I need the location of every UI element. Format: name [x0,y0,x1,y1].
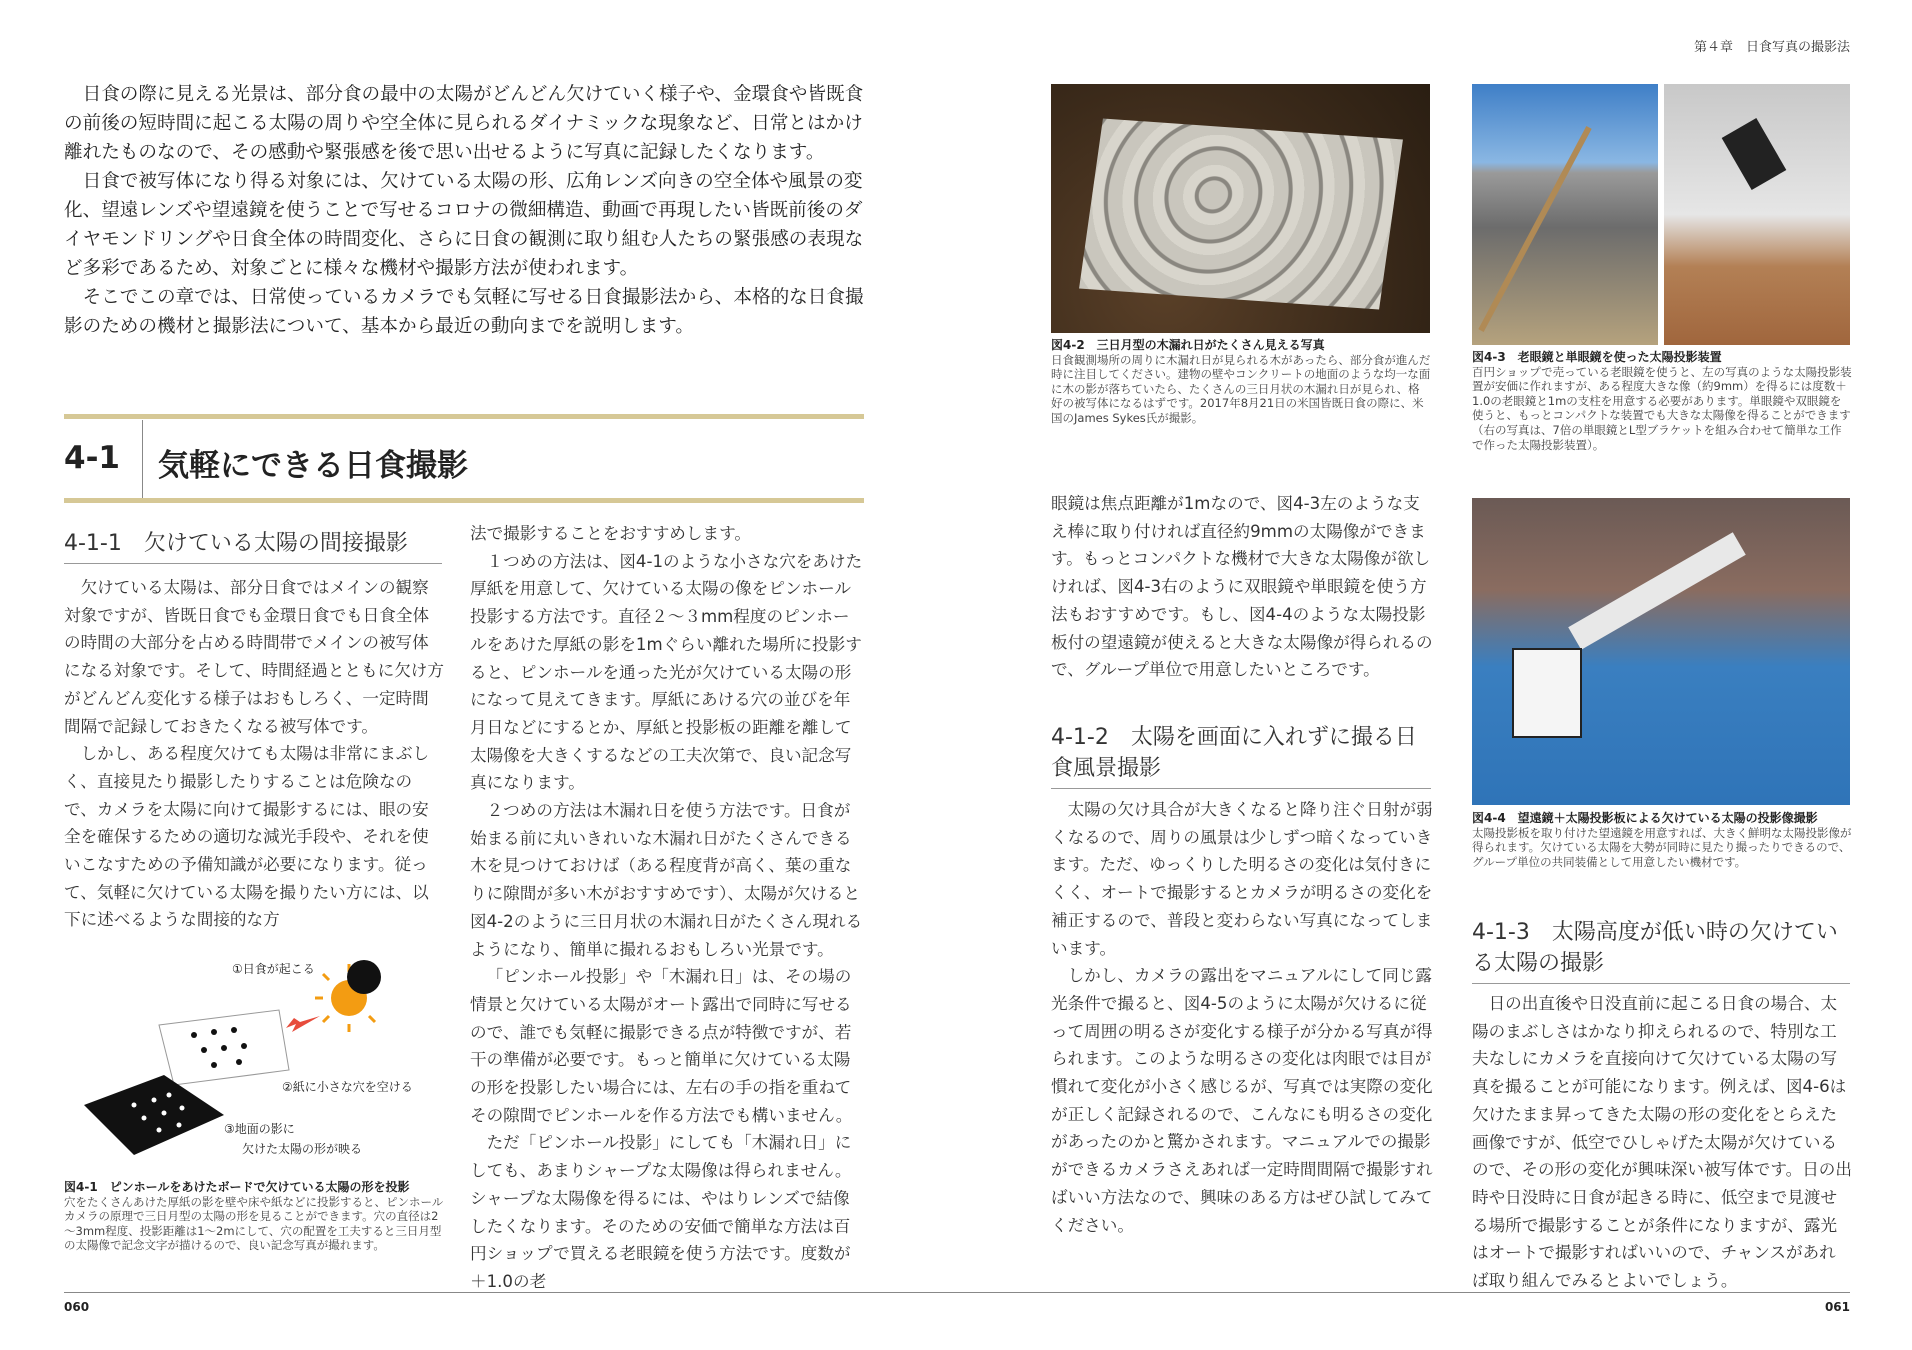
paragraph: しかし、カメラの露出をマニュアルにして同じ露光条件で撮ると、図4-5のように太陽が欠けるに従って周囲の明るさが変化する様子が分かる写真が得られます。このような明るさの変化は肉眼では目が慣れて変化が小さく感じるが、写真では実際の変化が正しく記録されるので、こんなにも明るさの変化があったのかと驚かされます。マニュアルでの撮影ができるカメラさえあれば一定時間間隔で撮影すればいい方法なので、興味のある方はぜひ試してみてください。 [1051,966,1433,1235]
heading-4-1-1: 4-1-1 欠けている太陽の間接撮影 [64,528,442,564]
paragraph: １つめの方法は、図4-1のような小さな穴をあけた厚紙を用意して、欠けている太陽の像をピンホール投影する方法です。直径２～３mm程度のピンホールをあけた厚紙の影を1mぐらい離れた場所に投影すると、ピンホールを通った光が欠けている太陽の形になって見えてきます。厚紙にあける穴の並びを年月日などにするとか、厚紙と投影板の距離を離して太陽像を大きくするなどの工夫次第で、良い記念写真になります。 [470,551,863,793]
column-3-top [1051,490,1433,684]
figure-4-3-photo-left [1472,84,1658,345]
telescope [1568,532,1746,650]
page-number-right: 061 [1824,1300,1850,1314]
section-divider [142,420,143,498]
intro-paragraph: 日食の際に見える光景は、部分食の最中の太陽がどんどん欠けていく様子や、金環食や皆既食の前後の短時間に起こる太陽の周りや空全体に見られるダイナミックな現象など、日常とはかけ離れたものなので、その感動や緊張感を後で思い出せるように写真に記録したくなります。 [64,84,864,163]
figure-4-2-photo [1051,84,1430,333]
projection-board [1512,648,1582,738]
column-3 [1051,796,1433,1239]
paragraph: ただ「ピンホール投影」にしても「木漏れ日」にしても、あまりシャープな太陽像は得られません。シャープな太陽像を得るには、やはりレンズで結像したくなります。そのための安価で簡単な方法は百円ショップで買える老眼鏡を使う方法です。度数が＋1.0の老 [470,1133,852,1291]
arrow-icon [286,1016,320,1032]
section-number: 4-1 [64,440,121,476]
figure-4-2-caption [1051,338,1431,426]
paragraph: 日の出直後や日没直前に起こる日食の場合、太陽のまぶしさはかなり抑えられるので、特別な工夫なしにカメラを直接向けて欠けている太陽の写真を撮ることが可能になります。例えば、図4-6は欠けたまま昇ってきた太陽の形の変化をとらえた画像ですが、低空でひしゃげた太陽が欠けているので、その形の変化が興味深い被写体です。日の出時や日没時に日食が起きる時に、低空まで見渡せる場所で撮影することが条件になりますが、露光はオートで撮影すればいいので、チャンスがあれば取り組んでみるとよいでしょう。 [1472,994,1852,1291]
sun-icon [315,960,381,1032]
label-eclipse: ①日食が起こる [232,962,315,976]
caption-title: 図4-4 望遠鏡＋太陽投影板による欠けている太陽の投影像撮影 [1472,811,1818,825]
paragraph: 「ピンホール投影」や「木漏れ日」は、その場の情景と欠けている太陽がオート露出で同時に写せるので、誰でも気軽に撮影できる点が特徴ですが、若干の準備が必要です。もっと簡単に欠けている太陽の形を投影したい場合には、左右の手の指を重ねてその隙間でピンホールを作る方法でも構いません。 [470,967,853,1125]
intro-paragraph: そこでこの章では、日常使っているカメラでも気軽に写せる日食撮影法から、本格的な日食撮影のための機材と撮影法について、基本から最近の動向までを説明します。 [64,287,864,337]
shadow [84,1075,224,1155]
column-1 [64,574,444,934]
label-shadow-2: 欠けた太陽の形が映る [242,1142,363,1156]
caption-title: 図4-3 老眼鏡と単眼鏡を使った太陽投影装置 [1472,350,1722,364]
figure-4-4-photo [1472,498,1850,805]
footer-rule [64,1292,1850,1293]
figure-4-3-photo-right [1664,84,1850,345]
figure-4-1-diagram [64,950,444,1165]
paragraph: 太陽の欠け具合が大きくなると降り注ぐ日射が弱くなるので、周りの風景は少しずつ暗くなっていきます。ただ、ゆっくりした明るさの変化は気付きにくく、オートで撮影するとカメラが明るさの変化を補正するので、普段と変わらない写真になってしまいます。 [1051,800,1433,958]
page-number-left: 060 [64,1300,90,1314]
figure-4-4-caption [1472,811,1852,869]
paragraph: 欠けている太陽は、部分日食ではメインの観察対象ですが、皆既日食でも金環日食でも日食全体の時間の大部分を占める時間帯でメインの被写体になる対象です。そして、時間経過とともに欠け方がどんどん変化する様子はおもしろく、一定時間間隔で記録しておきたくなる被写体です。 [64,578,444,736]
paragraph: ２つめの方法は木漏れ日を使う方法です。日食が始まる前に丸いきれいな木漏れ日がたくさんできる木を見つけておけば（ある程度背が高く、葉の重なりに隙間が多い木がおすすめです）、太陽が欠けると図4-2のように三日月状の木漏れ日がたくさん現れるようになり、簡単に撮れるおもしろい光景です。 [470,801,863,959]
caption-title: 図4-2 三日月型の木漏れ日がたくさん見える写真 [1051,338,1325,352]
heading-4-1-2: 4-1-2 太陽を画面に入れずに撮る日食風景撮影 [1051,722,1431,789]
section-rule-top [64,414,864,419]
caption-text: 穴をたくさんあけた厚紙の影を壁や床や紙などに投影すると、ピンホールカメラの原理で三日月型の太陽の形を見ることができます。穴の直径は2～3mm程度、投影距離は1～2mにして、穴の配置を工夫すると三日月型の太陽像で記念文字が描けるので、良い記念写真が撮れます。 [64,1194,444,1253]
caption-text: 日食観測場所の周りに木漏れ日が見られる木があったら、部分食が進んだ時に注目してください。建物の壁やコンクリートの地面のような均一な面に木の影が落ちていたら、たくさんの三日月状の木漏れ日が見られ、格好の被写体になるはずです。2017年8月21日の米国皆既日食の際に、米国のJames Sykes氏が撮影。 [1051,352,1431,425]
column-2 [470,520,864,1296]
monocular [1722,118,1787,190]
section-rule-bottom [64,498,864,503]
paragraph: 法で撮影することをおすすめします。 [470,524,751,543]
support-rod [1478,126,1591,332]
intro-text [64,80,866,341]
caption-text: 百円ショップで売っている老眼鏡を使うと、左の写真のような太陽投影装置が安価に作れますが、ある程度大きな像（約9mm）を得るには度数＋1.0の老眼鏡と1mの支柱を用意する必要があります。単眼鏡や双眼鏡を使うと、もっとコンパクトな装置でも大きな太陽像を得ることができます（右の写真は、7倍の単眼鏡とL型ブラケットを組み合わせて簡単な工作で作った太陽投影装置）。 [1472,364,1852,452]
paragraph: 眼鏡は焦点距離が1mなので、図4-3左のような支え棒に取り付ければ直径約9mmの太陽像ができます。もっとコンパクトな機材で大きな太陽像が欲しければ、図4-3右のように双眼鏡や単眼鏡を使う方法もおすすめです。もし、図4-4のような太陽投影板付の望遠鏡が使えると大きな太陽像が得られるので、グループ単位で用意したいところです。 [1051,494,1433,680]
caption-text: 太陽投影板を取り付けた望遠鏡を用意すれば、大きく鮮明な太陽投影像が得られます。欠けている太陽を大勢が同時に見たり撮ったりできるので、グループ単位の共同装備として用意したい機材です。 [1472,825,1852,869]
crescent-pattern-board [1079,119,1403,310]
intro-paragraph: 日食で被写体になり得る対象には、欠けている太陽の形、広角レンズ向きの空全体や風景の変化、望遠レンズや望遠鏡を使うことで写せるコロナの微細構造、動画で再現したい皆既前後のダイヤモンドリングや日食全体の時間変化、さらに日食の観測に取り組む人たちの緊張感の表現など多彩であるため、対象ごとに様々な機材や撮影方法が使われます。 [64,171,864,279]
heading-4-1-3: 4-1-3 太陽高度が低い時の欠けている太陽の撮影 [1472,917,1850,984]
figure-4-3-caption [1472,350,1852,452]
section-title: 気軽にできる日食撮影 [158,448,468,484]
running-header: 第４章 日食写真の撮影法 [1693,40,1850,55]
label-paper: ②紙に小さな穴を空ける [282,1080,413,1094]
figure-4-1-caption [64,1180,446,1253]
caption-title: 図4-1 ピンホールをあけたボードで欠けている太陽の形を投影 [64,1180,410,1194]
column-4 [1472,990,1852,1295]
label-shadow: ③地面の影に [224,1122,295,1136]
paragraph: しかし、ある程度欠けても太陽は非常にまぶしく、直接見たり撮影したりすることは危険なので、カメラを太陽に向けて撮影するには、眼の安全を確保するための適切な減光手段や、それを使いこなすための予備知識が必要になります。従って、気軽に欠けている太陽を撮りたい方には、以下に述べるような間接的な方 [64,744,430,930]
